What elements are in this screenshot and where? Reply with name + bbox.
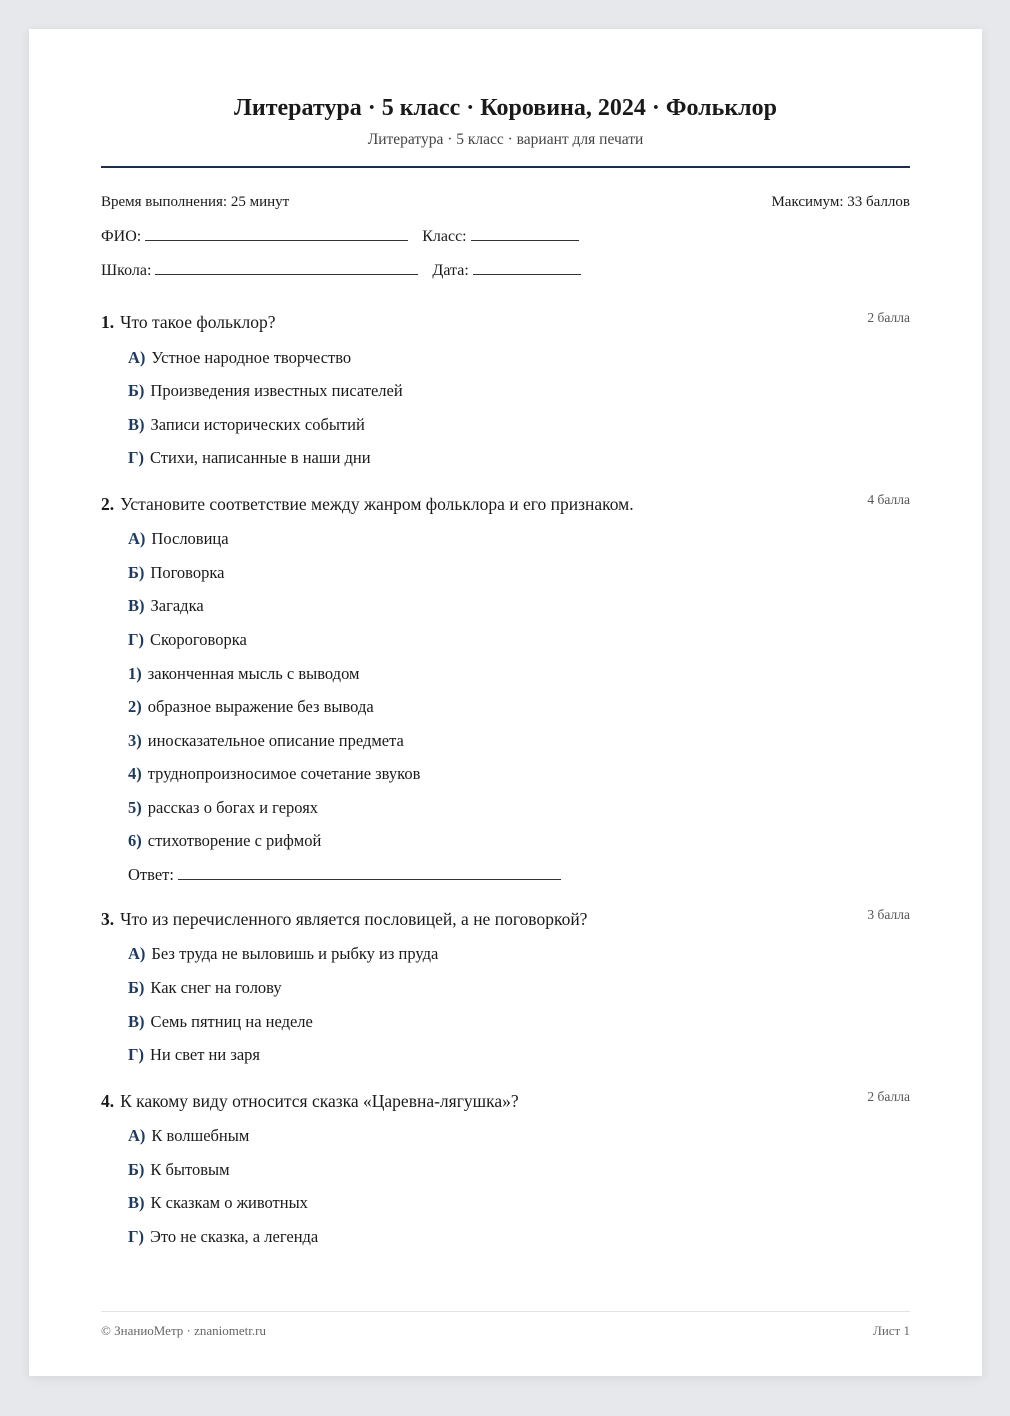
question-4 — [101, 1089, 910, 1246]
question-number: 4. — [101, 1091, 115, 1111]
fio-label: ФИО: — [101, 228, 142, 245]
fio-row — [101, 226, 579, 246]
question-header — [101, 312, 910, 332]
option-b[interactable]: Б) Как снег на голову — [128, 978, 282, 997]
time-limit: Время выполнения: 25 минут — [101, 194, 290, 210]
question-3 — [101, 907, 910, 1064]
option-d[interactable]: Г) Скороговорка — [128, 630, 247, 649]
option-a[interactable]: А) Устное народное творчество — [128, 348, 352, 367]
option-a[interactable]: А) Пословица — [128, 529, 229, 548]
option-b[interactable]: Б) К бытовым — [128, 1160, 230, 1179]
option-c[interactable]: В) К сказкам о животных — [128, 1193, 308, 1212]
question-text: К какому виду относится сказка «Царевна-лягушка»? — [120, 1091, 519, 1111]
option-b[interactable]: Б) Произведения известных писателей — [128, 381, 403, 400]
footer-copyright: © ЗнаниоМетр · znaniometr.ru — [101, 1323, 266, 1338]
option-d[interactable]: Г) Стихи, написанные в наши дни — [128, 448, 371, 467]
question-text: Что такое фольклор? — [120, 312, 276, 332]
option-c[interactable]: В) Семь пятниц на неделе — [128, 1012, 313, 1031]
question-points: 4 балла — [867, 492, 910, 507]
match-item-6: 6) стихотворение с рифмой — [128, 831, 322, 850]
question-points: 2 балла — [867, 310, 910, 325]
question-text: Что из перечисленного является пословицей, а не поговоркой? — [120, 909, 588, 929]
page-subtitle: Литература · 5 класс · вариант для печати — [367, 131, 644, 148]
match-item-5: 5) рассказ о богах и героях — [128, 798, 319, 817]
option-c[interactable]: В) Записи исторических событий — [128, 415, 365, 434]
question-points: 3 балла — [867, 907, 910, 922]
worksheet-page — [29, 29, 982, 1376]
question-header — [101, 909, 910, 929]
date-line[interactable] — [473, 260, 581, 275]
page-number: Лист 1 — [873, 1323, 910, 1338]
page-title: Литература · 5 класс · Коровина, 2024 · Фольклор — [234, 95, 777, 121]
option-b[interactable]: Б) Поговорка — [128, 563, 225, 582]
match-item-1: 1) законченная мысль с выводом — [128, 664, 360, 683]
answer-label: Ответ: — [128, 865, 174, 884]
option-a[interactable]: А) Без труда не выловишь и рыбку из пруда — [128, 944, 439, 963]
question-header — [101, 1091, 910, 1111]
class-line[interactable] — [471, 226, 579, 241]
question-points: 2 балла — [867, 1089, 910, 1104]
answer-line[interactable] — [178, 865, 561, 880]
option-c[interactable]: В) Загадка — [128, 596, 204, 615]
school-line[interactable] — [155, 260, 418, 275]
answer-row — [128, 865, 561, 885]
school-label: Школа: — [101, 262, 152, 279]
header-divider — [101, 166, 910, 168]
match-item-4: 4) труднопроизносимое сочетание звуков — [128, 764, 421, 783]
question-text: Установите соответствие между жанром фольклора и его признаком. — [120, 494, 634, 514]
option-a[interactable]: А) К волшебным — [128, 1126, 250, 1145]
option-d[interactable]: Г) Это не сказка, а легенда — [128, 1227, 319, 1246]
option-d[interactable]: Г) Ни свет ни заря — [128, 1045, 261, 1064]
date-label: Дата: — [432, 262, 469, 279]
school-row — [101, 260, 581, 280]
match-item-3: 3) иносказательное описание предмета — [128, 731, 404, 750]
question-number: 2. — [101, 494, 115, 514]
fio-line[interactable] — [145, 226, 408, 241]
question-header — [101, 494, 910, 514]
question-1 — [101, 310, 910, 467]
match-item-2: 2) образное выражение без вывода — [128, 697, 374, 716]
class-label: Класс: — [422, 228, 467, 245]
question-2 — [101, 492, 910, 884]
footer-divider — [101, 1311, 910, 1312]
question-number: 1. — [101, 312, 115, 332]
max-score: Максимум: 33 баллов — [771, 194, 910, 210]
question-number: 3. — [101, 909, 115, 929]
